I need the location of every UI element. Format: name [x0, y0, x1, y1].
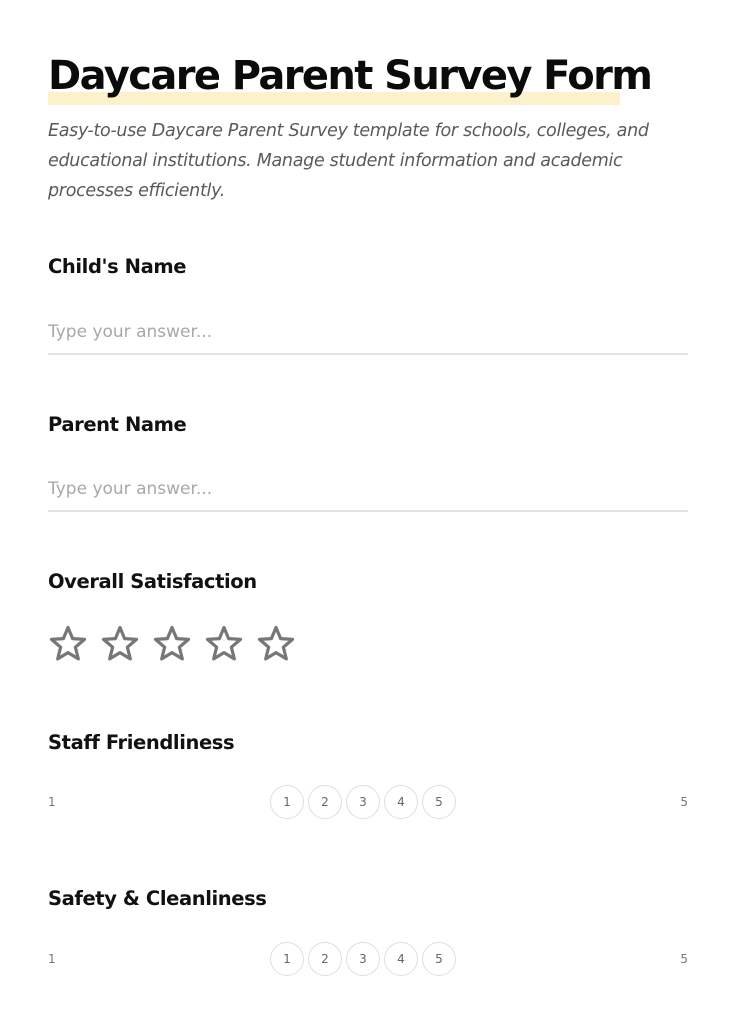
staff-friendliness-scale [48, 785, 688, 823]
star-outline-icon[interactable] [152, 624, 192, 664]
scale-option-2[interactable]: 2 [308, 942, 342, 976]
scale-option-4[interactable]: 4 [384, 785, 418, 819]
star-outline-icon[interactable] [100, 624, 140, 664]
question-label-staff-friendliness: Staff Friendliness [48, 731, 235, 754]
parent-name-input[interactable] [48, 468, 688, 512]
scale-option-3[interactable]: 3 [346, 785, 380, 819]
scale-option-1[interactable]: 1 [270, 942, 304, 976]
star-outline-icon[interactable] [48, 624, 88, 664]
scale-max-label: 5 [680, 795, 688, 809]
scale-option-3[interactable]: 3 [346, 942, 380, 976]
scale-option-4[interactable]: 4 [384, 942, 418, 976]
scale-max-label: 5 [680, 952, 688, 966]
star-outline-icon[interactable] [256, 624, 296, 664]
scale-option-2[interactable]: 2 [308, 785, 342, 819]
question-label-safety-cleanliness: Safety & Cleanliness [48, 887, 267, 910]
scale-option-1[interactable]: 1 [270, 785, 304, 819]
star-outline-icon[interactable] [204, 624, 244, 664]
form-description: Easy-to-use Daycare Parent Survey template for schools, colleges, and educational institutions. Manage student information and academic processes efficiently. [48, 121, 649, 201]
safety-cleanliness-scale [48, 942, 688, 980]
scale-option-5[interactable]: 5 [422, 942, 456, 976]
question-label-parent-name: Parent Name [48, 413, 187, 436]
scale-options [270, 942, 456, 976]
scale-options [270, 785, 456, 819]
child-name-input[interactable] [48, 311, 688, 355]
scale-min-label: 1 [48, 795, 56, 809]
question-label-child-name: Child's Name [48, 255, 187, 278]
form-title: Daycare Parent Survey Form [48, 53, 652, 99]
form-header [48, 52, 651, 100]
scale-option-5[interactable]: 5 [422, 785, 456, 819]
star-rating [48, 624, 296, 664]
question-label-overall-satisfaction: Overall Satisfaction [48, 570, 257, 593]
scale-min-label: 1 [48, 952, 56, 966]
